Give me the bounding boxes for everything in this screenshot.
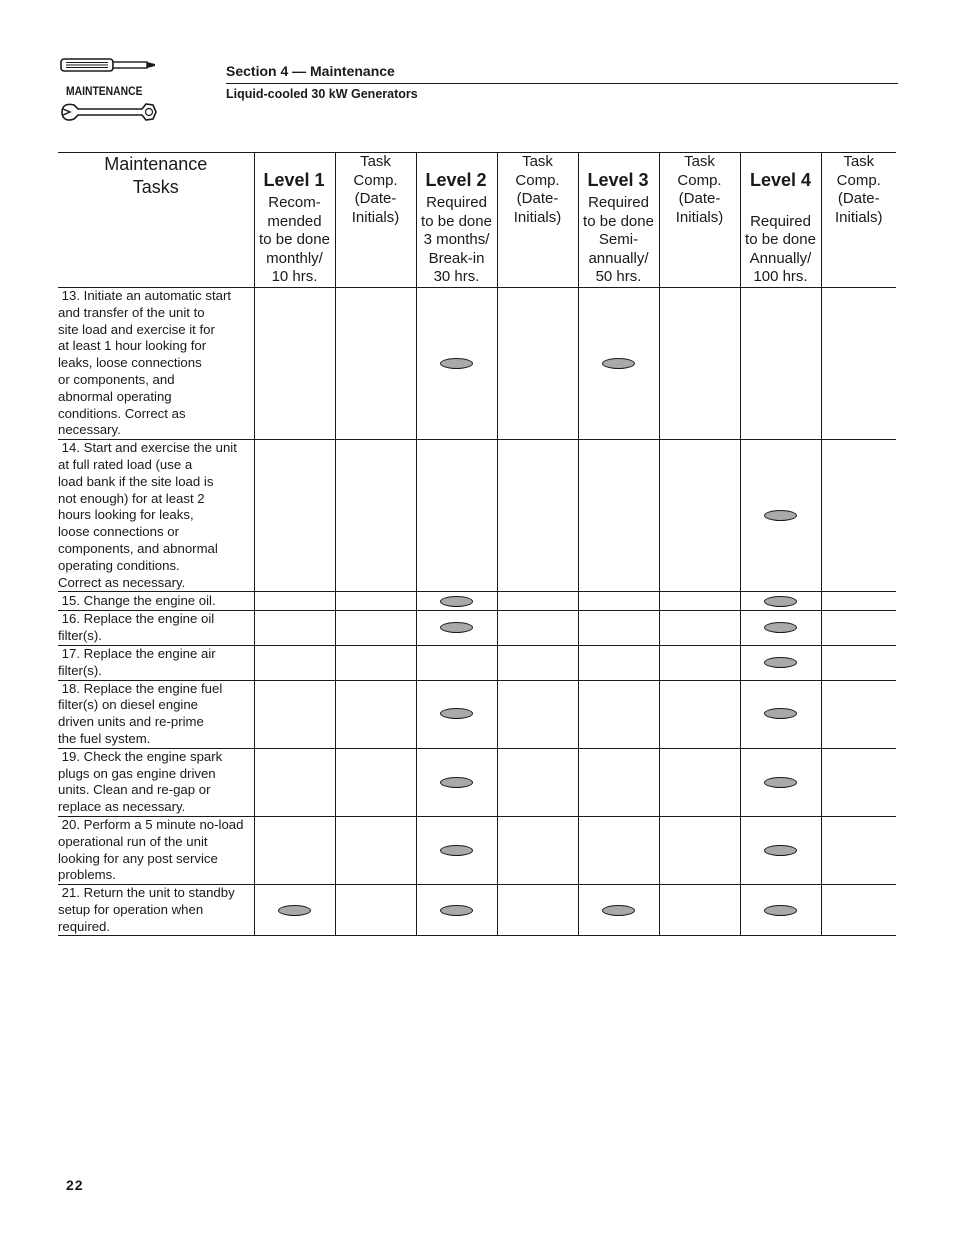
table-row <box>58 440 896 592</box>
level-4-cell <box>740 288 821 440</box>
task-completion-cell[interactable] <box>659 816 740 884</box>
task-text: filter(s). <box>58 628 102 644</box>
task-completion-cell[interactable] <box>659 592 740 611</box>
task-text: plugs on gas engine driven <box>58 765 216 781</box>
table-row <box>58 592 896 611</box>
task-text: load bank if the site load is <box>58 473 214 489</box>
task-line <box>58 663 254 680</box>
level-3-cell <box>578 611 659 646</box>
task-line <box>58 389 254 406</box>
task-text: filter(s) on diesel engine <box>58 697 199 713</box>
completion-header-line: Initials) <box>351 208 400 226</box>
task-text: Perform a 5 minute no-load <box>83 816 244 832</box>
level-desc-line: 3 months/ <box>423 231 490 248</box>
completion-header-line: Task <box>684 153 715 170</box>
task-completion-cell[interactable] <box>335 645 416 680</box>
level-3-cell <box>578 816 659 884</box>
task-line <box>58 541 254 558</box>
document-subtitle: Liquid-cooled 30 kW Generators <box>226 87 418 101</box>
task-line <box>58 288 254 305</box>
level-title: Level 4 <box>749 170 812 190</box>
task-line <box>58 406 254 423</box>
task-completion-cell[interactable] <box>497 645 578 680</box>
table-row <box>58 645 896 680</box>
task-line <box>58 611 254 628</box>
required-marker-icon <box>764 777 797 788</box>
level-3-cell <box>578 440 659 592</box>
level-2-header <box>416 153 497 288</box>
required-marker-icon <box>764 622 797 633</box>
task-completion-cell[interactable] <box>497 592 578 611</box>
level-2-cell <box>416 592 497 611</box>
completion-header-line: Comp. <box>353 171 398 189</box>
task-text: setup for operation when <box>58 901 204 917</box>
required-marker-icon <box>278 905 311 916</box>
task-text: components, and abnormal <box>58 540 218 556</box>
level-2-cell <box>416 440 497 592</box>
task-description <box>58 680 254 748</box>
task-line <box>58 902 254 919</box>
required-marker-icon <box>764 905 797 916</box>
task-line <box>58 749 254 766</box>
table-row <box>58 816 896 884</box>
tasks-header-line: Maintenance <box>104 154 208 174</box>
required-marker-icon <box>440 777 473 788</box>
completion-header-line: Comp. <box>515 171 560 189</box>
task-number: 13. <box>61 288 80 303</box>
logo-label: MAINTENANCE <box>66 86 143 98</box>
task-description <box>58 611 254 646</box>
task-completion-cell[interactable] <box>659 748 740 816</box>
completion-header-line: Task <box>360 153 391 170</box>
level-2-cell <box>416 748 497 816</box>
page-header <box>226 62 898 101</box>
task-text: Change the engine oil. <box>83 592 216 608</box>
task-text: operational run of the unit <box>58 833 208 849</box>
table-row <box>58 885 896 936</box>
task-line <box>58 422 254 439</box>
level-1-cell <box>254 592 335 611</box>
required-marker-icon <box>764 510 797 521</box>
task-text: driven units and re-prime <box>58 714 204 730</box>
task-number: 15. <box>61 592 80 608</box>
level-1-cell <box>254 440 335 592</box>
task-line <box>58 714 254 731</box>
level-desc-line: 30 hrs. <box>433 268 480 285</box>
level-title: Level 3 <box>587 170 649 190</box>
required-marker-icon <box>440 358 473 369</box>
level-title: Level 1 <box>263 170 325 190</box>
task-text: the fuel system. <box>58 730 151 746</box>
task-number: 18. <box>61 680 80 696</box>
task-description <box>58 645 254 680</box>
task-text: filter(s). <box>58 662 102 678</box>
task-completion-cell[interactable] <box>497 611 578 646</box>
level-1-cell <box>254 611 335 646</box>
level-1-cell <box>254 288 335 440</box>
required-marker-icon <box>764 845 797 856</box>
level-2-cell <box>416 885 497 936</box>
task-text: leaks, loose connections <box>58 355 202 371</box>
level-desc-line: annually/ <box>588 249 649 267</box>
task-text: abnormal operating <box>58 388 172 404</box>
task-completion-cell[interactable] <box>335 885 416 936</box>
level-desc-line: Break-in <box>428 249 485 267</box>
header-rule <box>226 83 898 84</box>
maintenance-table <box>58 152 896 936</box>
task-line <box>58 440 254 457</box>
level-desc-line: to be done <box>583 212 654 230</box>
table-row <box>58 748 896 816</box>
task-completion-cell[interactable] <box>821 592 896 611</box>
required-marker-icon <box>602 358 635 369</box>
completion-header-line: (Date- <box>354 190 397 207</box>
task-text: operating conditions. <box>58 557 180 573</box>
task-completion-cell[interactable] <box>335 611 416 646</box>
task-text: or components, and <box>58 371 175 387</box>
table-row <box>58 288 896 440</box>
level-4-cell <box>740 611 821 646</box>
task-line <box>58 628 254 645</box>
task-line <box>58 817 254 834</box>
level-desc-line: Required <box>588 194 649 211</box>
required-marker-icon <box>764 657 797 668</box>
task-text: problems. <box>58 867 116 883</box>
level-1-header <box>254 153 335 288</box>
completion-header-line: (Date- <box>678 190 721 207</box>
task-number: 20. <box>61 816 80 832</box>
task-completion-cell[interactable] <box>659 680 740 748</box>
required-marker-icon <box>440 845 473 856</box>
completion-header <box>335 153 416 288</box>
completion-header-line: Task <box>522 153 553 170</box>
completion-header-line: (Date- <box>516 190 559 207</box>
maintenance-logo <box>58 56 158 132</box>
level-4-cell <box>740 592 821 611</box>
task-line <box>58 681 254 698</box>
task-description <box>58 885 254 936</box>
task-text: Correct as necessary. <box>58 574 186 590</box>
level-3-cell <box>578 748 659 816</box>
level-desc-line: 10 hrs. <box>271 268 318 285</box>
task-line <box>58 474 254 491</box>
level-1-cell <box>254 748 335 816</box>
completion-header-line: Initials) <box>513 208 562 226</box>
task-line <box>58 524 254 541</box>
table-body <box>58 288 896 936</box>
task-completion-cell[interactable] <box>821 440 896 592</box>
task-completion-cell[interactable] <box>335 440 416 592</box>
level-2-cell <box>416 611 497 646</box>
task-completion-cell[interactable] <box>335 592 416 611</box>
task-line <box>58 919 254 936</box>
task-text: Return the unit to standby <box>83 885 235 901</box>
task-text: Replace the engine fuel <box>83 680 223 696</box>
task-completion-cell[interactable] <box>659 611 740 646</box>
completion-header-line: Comp. <box>677 171 722 189</box>
task-text: necessary. <box>58 422 121 438</box>
completion-header-line: (Date- <box>837 190 880 207</box>
task-text: not enough) for at least 2 <box>58 490 205 506</box>
tasks-header-line: Tasks <box>132 177 179 197</box>
level-3-cell <box>578 288 659 440</box>
level-1-cell <box>254 885 335 936</box>
task-completion-cell[interactable] <box>821 645 896 680</box>
level-desc-line: Semi- <box>598 231 639 248</box>
level-1-cell <box>254 645 335 680</box>
task-completion-cell[interactable] <box>821 816 896 884</box>
level-2-cell <box>416 816 497 884</box>
task-text: conditions. Correct as <box>58 405 186 421</box>
task-line <box>58 457 254 474</box>
level-4-cell <box>740 816 821 884</box>
task-text: Replace the engine oil <box>83 611 215 627</box>
task-line <box>58 507 254 524</box>
level-4-cell <box>740 748 821 816</box>
task-description <box>58 288 254 440</box>
level-desc-line: Required <box>750 212 811 230</box>
task-text: looking for any post service <box>58 850 218 866</box>
task-line <box>58 593 254 610</box>
task-text: Replace the engine air <box>83 645 216 661</box>
section-title: Section 4 — Maintenance <box>226 63 395 79</box>
required-marker-icon <box>440 905 473 916</box>
required-marker-icon <box>764 708 797 719</box>
task-description <box>58 748 254 816</box>
tasks-column-header <box>58 153 254 288</box>
task-text: loose connections or <box>58 524 179 540</box>
level-3-cell <box>578 592 659 611</box>
level-4-cell <box>740 680 821 748</box>
task-completion-cell[interactable] <box>659 885 740 936</box>
required-marker-icon <box>440 708 473 719</box>
task-text: Check the engine spark <box>83 748 223 764</box>
task-line <box>58 731 254 748</box>
level-3-cell <box>578 645 659 680</box>
task-description <box>58 592 254 611</box>
required-marker-icon <box>440 622 473 633</box>
task-text: hours looking for leaks, <box>58 507 194 523</box>
level-desc-line: 50 hrs. <box>595 268 642 285</box>
level-1-cell <box>254 816 335 884</box>
task-completion-cell[interactable] <box>821 288 896 440</box>
task-text: required. <box>58 918 111 934</box>
task-text: Initiate an automatic start <box>83 288 232 303</box>
task-line <box>58 575 254 592</box>
task-text: replace as necessary. <box>58 799 186 815</box>
completion-header <box>821 153 896 288</box>
task-completion-cell[interactable] <box>659 645 740 680</box>
task-text: units. Clean and re-gap or <box>58 782 211 798</box>
task-line <box>58 558 254 575</box>
task-completion-cell[interactable] <box>335 288 416 440</box>
level-desc-line: monthly/ <box>266 249 323 267</box>
task-line <box>58 799 254 816</box>
level-2-cell <box>416 645 497 680</box>
task-number: 14. <box>61 440 80 456</box>
level-desc-line: Recom- <box>268 194 321 211</box>
task-completion-cell[interactable] <box>335 748 416 816</box>
completion-header <box>497 153 578 288</box>
level-desc-line: Required <box>426 194 487 211</box>
task-number: 16. <box>61 611 80 627</box>
task-line <box>58 322 254 339</box>
level-2-cell <box>416 680 497 748</box>
task-text: and transfer of the unit to <box>58 304 205 320</box>
level-desc-line: to be done <box>745 231 816 248</box>
completion-header <box>659 153 740 288</box>
task-completion-cell[interactable] <box>497 440 578 592</box>
level-desc-line: to be done <box>421 212 492 230</box>
level-3-cell <box>578 885 659 936</box>
task-completion-cell[interactable] <box>497 288 578 440</box>
level-desc-line: Annually/ <box>749 249 812 267</box>
table-header-row <box>58 153 896 288</box>
task-completion-cell[interactable] <box>659 288 740 440</box>
task-line <box>58 305 254 322</box>
table-row <box>58 611 896 646</box>
level-1-cell <box>254 680 335 748</box>
task-text: at full rated load (use a <box>58 456 193 472</box>
level-4-cell <box>740 645 821 680</box>
required-marker-icon <box>764 596 797 607</box>
completion-header-line: Comp. <box>836 171 881 189</box>
required-marker-icon <box>602 905 635 916</box>
task-line <box>58 766 254 783</box>
task-line <box>58 782 254 799</box>
task-line <box>58 834 254 851</box>
level-desc-line: mended <box>267 212 322 230</box>
task-completion-cell[interactable] <box>497 885 578 936</box>
task-line <box>58 885 254 902</box>
task-completion-cell[interactable] <box>497 680 578 748</box>
task-description <box>58 440 254 592</box>
level-desc-line <box>741 194 821 213</box>
task-number: 21. <box>61 885 80 901</box>
completion-header-line: Initials) <box>675 208 724 226</box>
task-line <box>58 697 254 714</box>
task-text: site load and exercise it for <box>58 321 215 337</box>
task-text: at least 1 hour looking for <box>58 338 207 354</box>
task-completion-cell[interactable] <box>821 680 896 748</box>
task-line <box>58 372 254 389</box>
task-completion-cell[interactable] <box>497 816 578 884</box>
task-completion-cell[interactable] <box>659 440 740 592</box>
level-desc-line: to be done <box>259 231 330 248</box>
task-completion-cell[interactable] <box>821 611 896 646</box>
task-number: 17. <box>61 645 80 661</box>
level-3-cell <box>578 680 659 748</box>
task-completion-cell[interactable] <box>821 748 896 816</box>
completion-header-line: Initials) <box>834 208 883 226</box>
level-desc-line: 100 hrs. <box>753 268 808 285</box>
page-number: 22 <box>66 1177 84 1193</box>
task-line <box>58 338 254 355</box>
required-marker-icon <box>440 596 473 607</box>
level-4-header <box>740 153 821 288</box>
level-title: Level 2 <box>425 170 487 190</box>
completion-header-line: Task <box>843 153 875 170</box>
level-4-cell <box>740 885 821 936</box>
task-text: Start and exercise the unit <box>83 440 237 456</box>
task-completion-cell[interactable] <box>335 816 416 884</box>
task-line <box>58 646 254 663</box>
task-line <box>58 867 254 884</box>
level-4-cell <box>740 440 821 592</box>
task-line <box>58 491 254 508</box>
level-3-header <box>578 153 659 288</box>
task-line <box>58 851 254 868</box>
task-number: 19. <box>61 748 80 764</box>
task-description <box>58 816 254 884</box>
task-completion-cell[interactable] <box>335 680 416 748</box>
task-completion-cell[interactable] <box>821 885 896 936</box>
task-line <box>58 355 254 372</box>
task-completion-cell[interactable] <box>497 748 578 816</box>
level-2-cell <box>416 288 497 440</box>
table-row <box>58 680 896 748</box>
